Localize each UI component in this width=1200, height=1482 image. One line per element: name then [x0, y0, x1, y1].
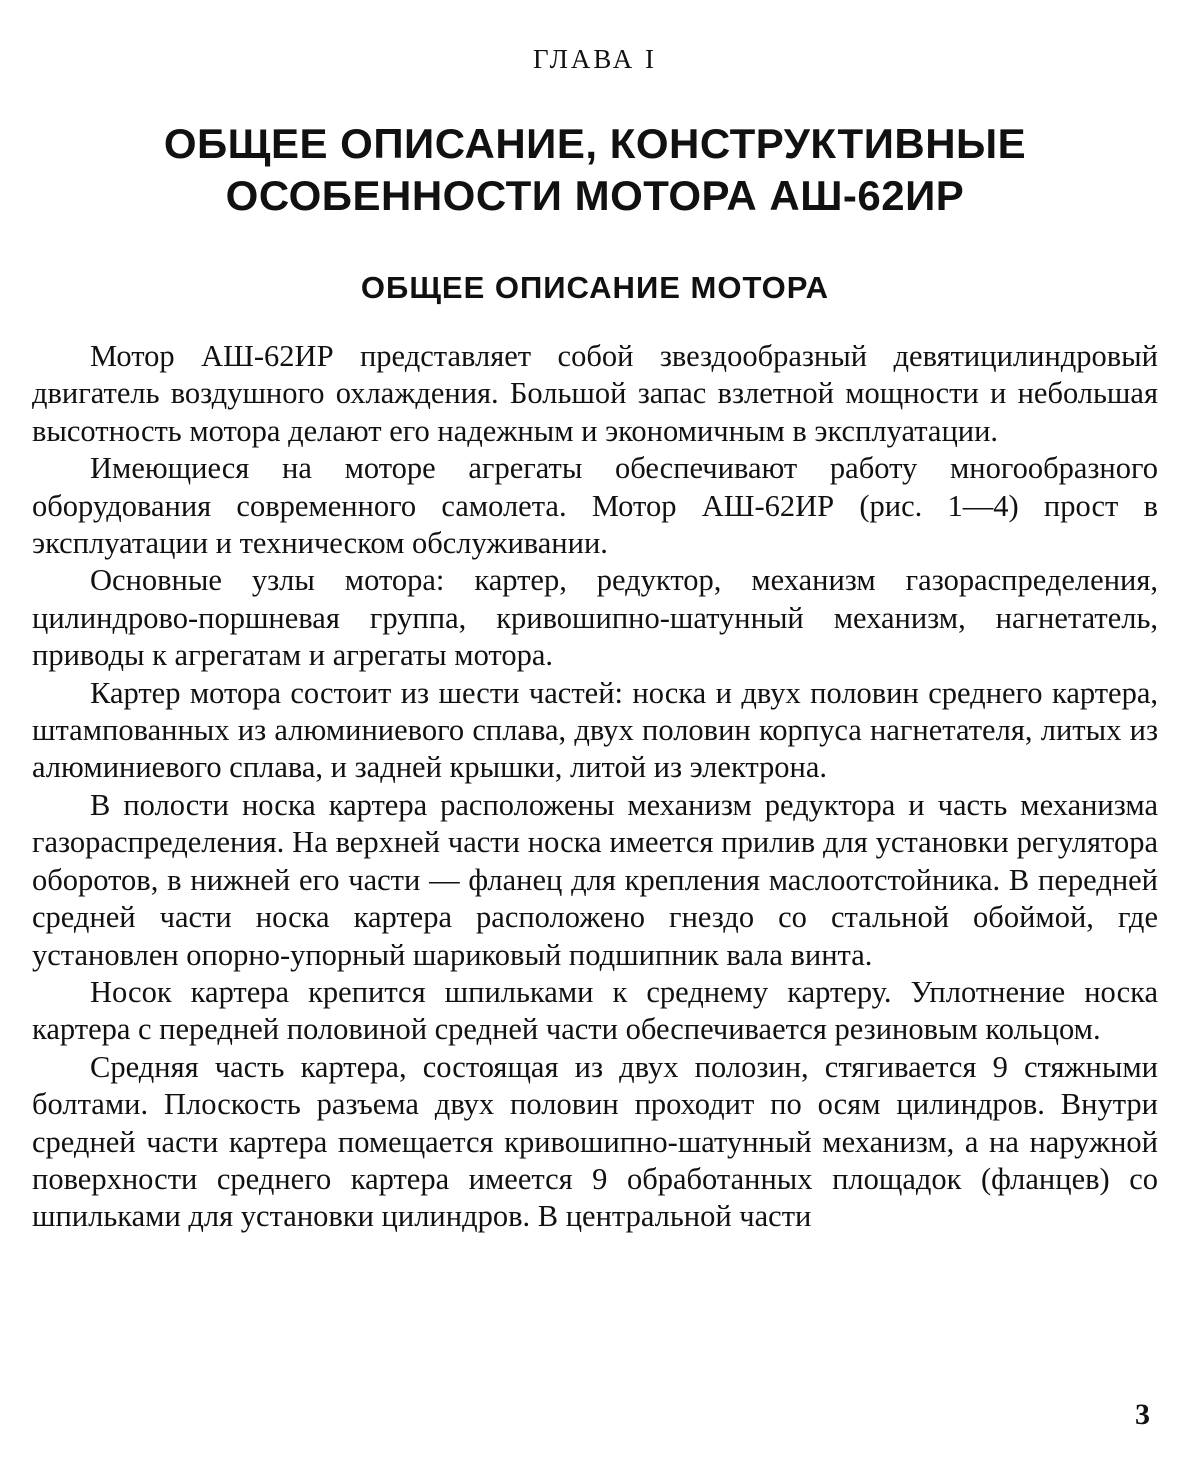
chapter-heading: ГЛАВА I	[533, 44, 657, 74]
page-number: 3	[1135, 1398, 1150, 1431]
chapter-title-line: ОБЩЕЕ ОПИСАНИЕ, КОНСТРУКТИВНЫЕ	[163, 120, 1027, 167]
chapter-title	[32, 118, 1158, 222]
paragraph: Мотор АШ-62ИР представляет собой звездообразный девятицилиндровый двигатель воздушного охлаждения. Большой запас взлетной мощности и небольшая высотность мотора делают его надежным и экономичным в эксплуатации.	[32, 339, 1158, 448]
paragraph: Картер мотора состоит из шести частей: носка и двух половин среднего картера, штампованных из алюминиевого сплава, двух половин корпуса нагнетателя, литых из алюминиевого сплава, и задней крышки, литой из электрона.	[32, 675, 1158, 785]
section-heading: ОБЩЕЕ ОПИСАНИЕ МОТОРА	[360, 270, 830, 305]
paragraph: Основные узлы мотора: картер, редуктор, механизм газораспределения, цилиндрово-поршневая группа, кривошипно-шатунный механизм, нагнетатель, приводы к агрегатам и агрегаты мотора.	[32, 563, 1158, 673]
paragraph: Средняя часть картера, состоящая из двух полозин, стягивается 9 стяжными болтами. Плоскость разъема двух половин проходит по осям цилиндров. Внутри средней части картера помещается кривошипно-шатунный механизм, а на наружной поверхности среднего картера имеется 9 обработанных площадок (фланцев) со шпильками для установки цилиндров. В центральной части	[32, 1049, 1158, 1234]
body-text	[32, 338, 1158, 1236]
chapter-title-line: ОСОБЕННОСТИ МОТОРА АШ-62ИР	[225, 172, 965, 219]
paragraph: Имеющиеся на моторе агрегаты обеспечивают работу многообразного оборудования современного самолета. Мотор АШ-62ИР (рис. 1—4) прост в эксплуатации и техническом обслуживании.	[32, 451, 1158, 561]
paragraph: Носок картера крепится шпильками к среднему картеру. Уплотнение носка картера с передней половиной средней части обеспечивается резиновым кольцом.	[32, 974, 1158, 1047]
book-page	[32, 0, 1158, 1482]
paragraph: В полости носка картера расположены механизм редуктора и часть механизма газораспределения. На верхней части носка имеется прилив для установки регулятора оборотов, в нижней его части — фланец для крепления маслоотстойника. В передней средней части носка картера расположено гнездо со стальной обоймой, где установлен опорно-упорный шариковый подшипник вала винта.	[32, 787, 1158, 972]
